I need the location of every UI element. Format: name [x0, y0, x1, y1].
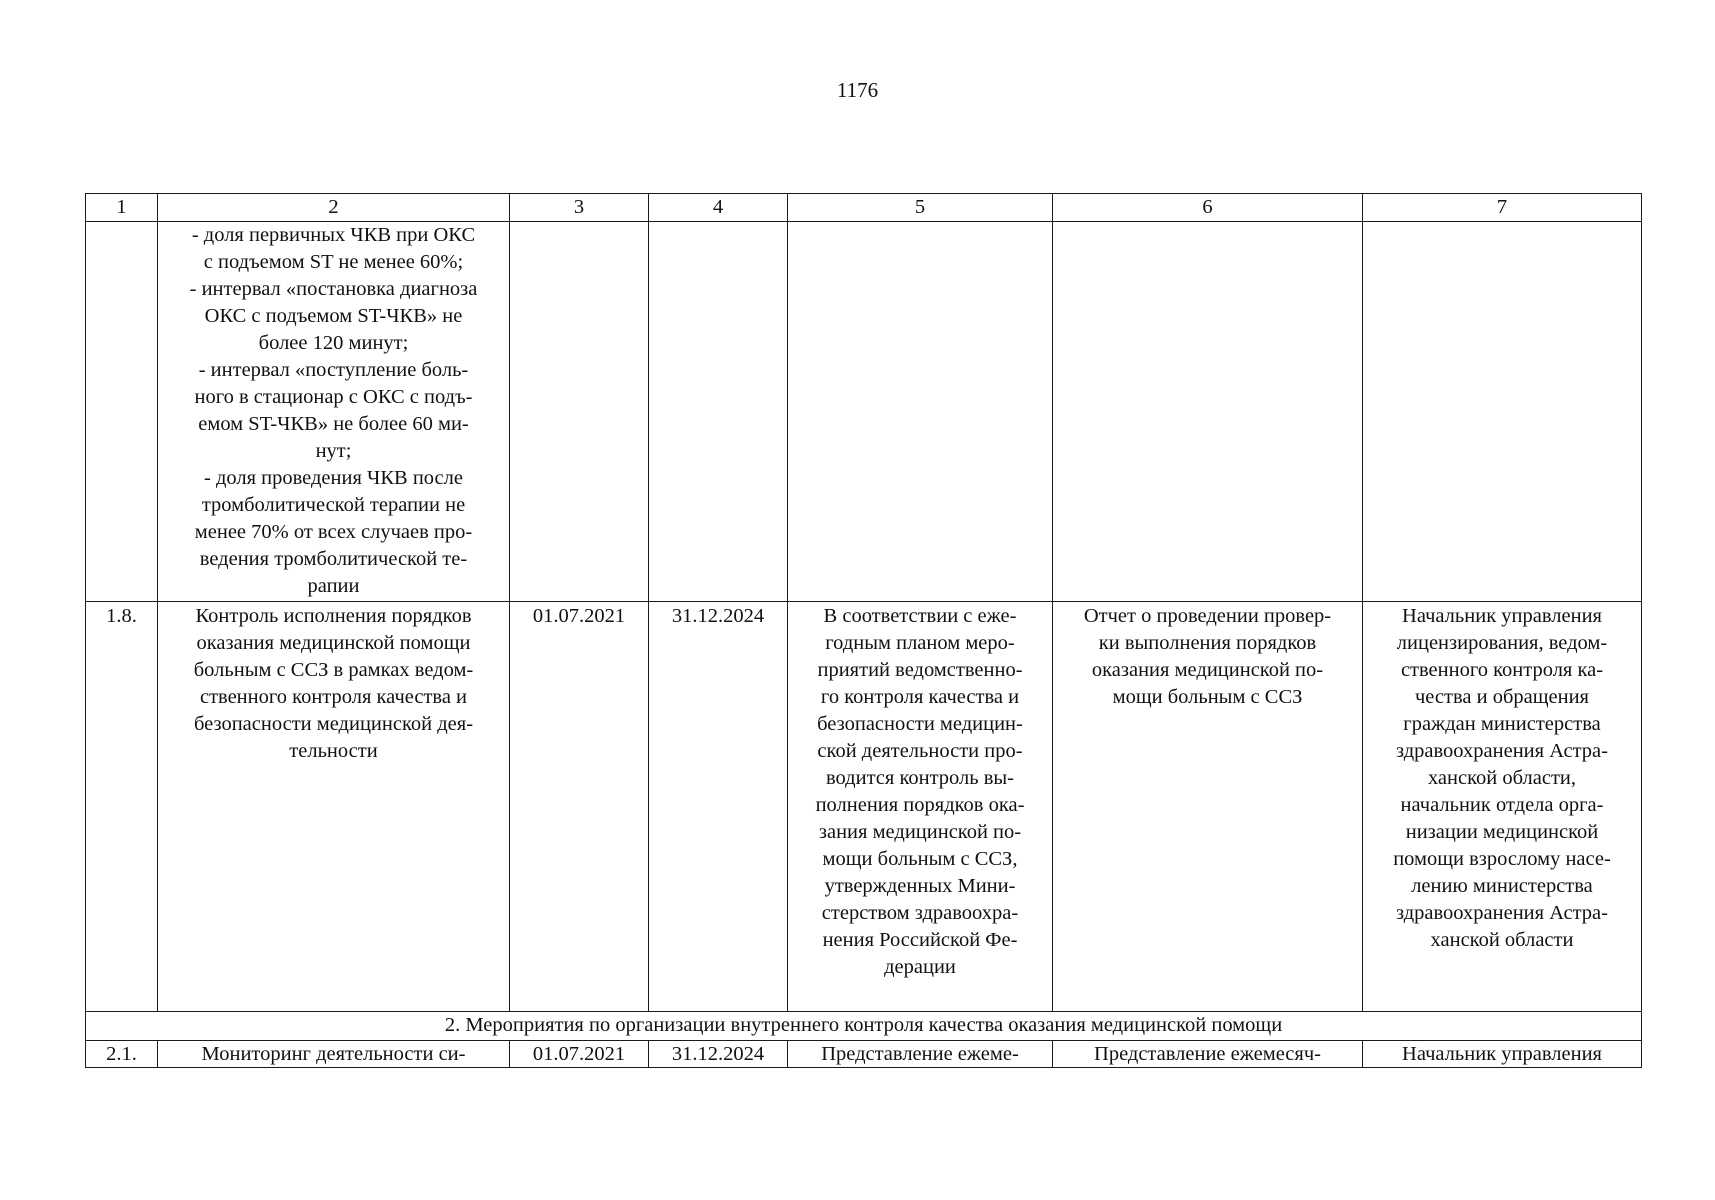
header-cell-1: 1 — [86, 194, 158, 222]
header-cell-6: 6 — [1053, 194, 1363, 222]
result-text: Отчет о проведении провер- ки выполнения порядков оказания медицинской по- мощи больным с ССЗ — [1083, 605, 1332, 708]
measure-cell — [158, 602, 510, 1012]
measure-cell: Мониторинг деятельности си- — [158, 1041, 510, 1068]
responsible-cell: Начальник управления — [1363, 1041, 1642, 1068]
start-date-cell: 01.07.2021 — [510, 1041, 649, 1068]
indicators-cell — [158, 222, 510, 602]
header-cell-5: 5 — [788, 194, 1053, 222]
header-cell-2: 2 — [158, 194, 510, 222]
header-cell-3: 3 — [510, 194, 649, 222]
result-cell — [1053, 602, 1363, 1012]
row-number-cell: 1.8. — [86, 602, 158, 1012]
description-cell — [788, 602, 1053, 1012]
end-date-cell: 31.12.2024 — [649, 602, 788, 1012]
table-header-row — [86, 194, 1642, 222]
end-date-cell — [649, 222, 788, 602]
description-text: В соответствии с еже- годным планом меро- приятий ведомственно- го контроля качества и безопасности медицин- ской деятельности про- водится контроль вы- полнения порядков ока- зания медицинской по- мощи больным с ССЗ, утвержденных Мини- стерством здравоохра- нения Российской Фе- дерации — [815, 605, 1025, 978]
plan-table — [85, 193, 1642, 1068]
measure-text: Контроль исполнения порядков оказания медицинской помощи больным с ССЗ в рамках ведом- ственного контроля качества и безопасности медицинской дея- тельности — [193, 605, 474, 762]
header-cell-7: 7 — [1363, 194, 1642, 222]
row-number-cell: 2.1. — [86, 1041, 158, 1068]
table-row-continuation — [86, 222, 1642, 602]
start-date-cell: 01.07.2021 — [510, 602, 649, 1012]
section-heading-row — [86, 1012, 1642, 1041]
table-row-1-8 — [86, 602, 1642, 1012]
end-date-cell: 31.12.2024 — [649, 1041, 788, 1068]
result-cell: Представление ежемесяч- — [1053, 1041, 1363, 1068]
row-number-cell — [86, 222, 158, 602]
header-cell-4: 4 — [649, 194, 788, 222]
page-number: 1176 — [836, 78, 879, 102]
start-date-cell — [510, 222, 649, 602]
section-heading: 2. Мероприятия по организации внутреннего контроля качества оказания медицинской помощи — [86, 1012, 1642, 1041]
responsible-text: Начальник управления лицензирования, ведом- ственного контроля ка- чества и обращения граждан министерства здравоохранения Астра- ханской области, начальник отдела орга- низации медицинской помощи взрослому насе- лению министерства здравоохранения Астра- ханской области — [1393, 605, 1611, 951]
responsible-cell — [1363, 602, 1642, 1012]
table-row-2-1 — [86, 1041, 1642, 1068]
description-cell: Представление ежеме- — [788, 1041, 1053, 1068]
result-cell — [1053, 222, 1363, 602]
indicators-text: - доля первичных ЧКВ при ОКС с подъемом ST не менее 60%; - интервал «постановка диагноза ОКС с подъемом ST-ЧКВ» не более 120 минут; - интервал «поступление боль- ного в стационар с ОКС с подъ- емом ST-ЧКВ» не более 60 ми- нут; - доля проведения ЧКВ после тромболитической терапии не менее 70% от всех случаев про- ведения тромболитической те- рапии — [189, 224, 478, 597]
responsible-cell — [1363, 222, 1642, 602]
description-cell — [788, 222, 1053, 602]
